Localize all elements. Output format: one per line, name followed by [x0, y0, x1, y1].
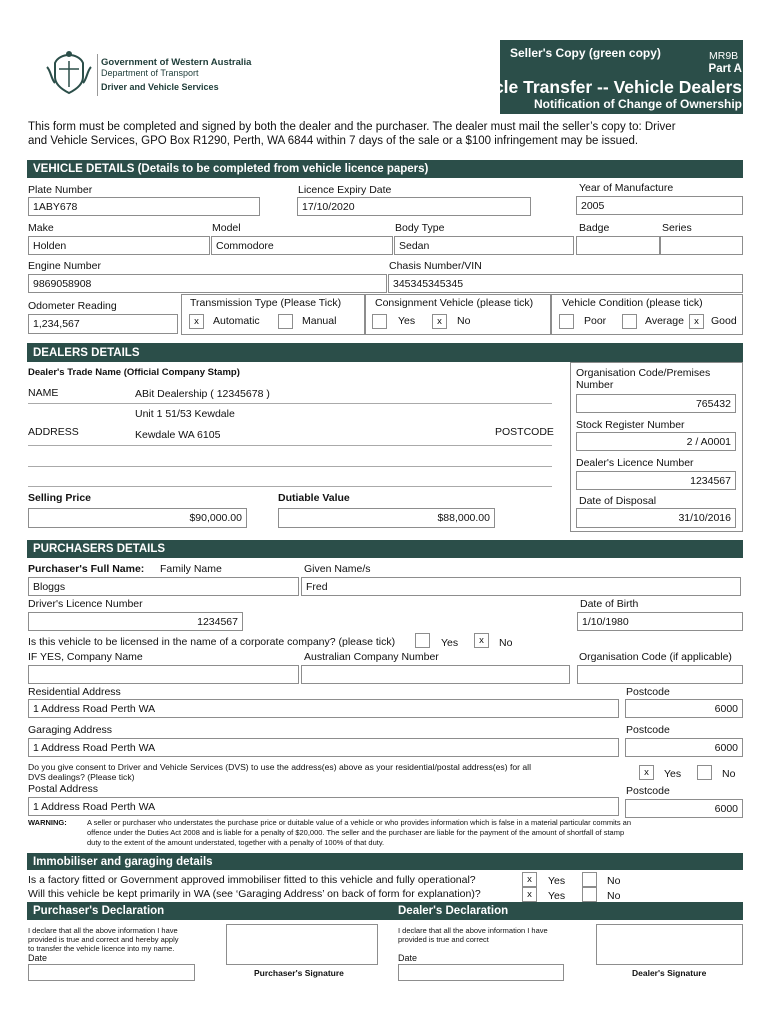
- immobiliser-yes-checkbox[interactable]: x: [522, 872, 537, 887]
- average-checkbox[interactable]: [622, 314, 637, 329]
- dealer-declaration-text-1: I declare that all the above information I have: [398, 926, 548, 935]
- dutiable-value-label: Dutiable Value: [278, 492, 350, 504]
- copy-label: Seller's Copy (green copy): [510, 46, 661, 60]
- warning-label: WARNING:: [28, 818, 67, 827]
- consignment-no-checkbox[interactable]: x: [432, 314, 447, 329]
- consent-question-2: DVS dealings? (Please tick): [28, 772, 135, 782]
- dutiable-value-field[interactable]: $88,000.00: [278, 508, 495, 528]
- corporate-yes-label: Yes: [441, 637, 459, 649]
- consignment-no-label: No: [457, 315, 471, 327]
- dealer-address2: Kewdale WA 6105: [135, 429, 221, 441]
- garaging-wa-yes-label: Yes: [548, 890, 566, 902]
- postal-field[interactable]: 1 Address Road Perth WA: [28, 797, 619, 816]
- good-label: Good: [711, 315, 737, 327]
- consent-yes-label: Yes: [664, 768, 682, 780]
- body-label: Body Type: [395, 222, 445, 234]
- garaging-wa-question: Will this vehicle be kept primarily in WA (see ‘Garaging Address’ on back of form for explanation)?: [28, 888, 481, 900]
- header-logo-divider: [97, 54, 98, 96]
- dealer-date-field[interactable]: [398, 964, 564, 981]
- trade-name-label: Dealer's Trade Name (Official Company Stamp): [28, 367, 240, 378]
- dealer-signature-box[interactable]: [596, 924, 743, 965]
- corporate-no-label: No: [499, 637, 513, 649]
- form-part: Part A: [708, 63, 742, 75]
- corporate-no-checkbox[interactable]: x: [474, 633, 489, 648]
- driver-licence-label: Driver's Licence Number: [28, 598, 143, 610]
- org-code-applicable-label: Organisation Code (if applicable): [579, 651, 732, 663]
- postal-postcode-field[interactable]: 6000: [625, 799, 743, 818]
- garaging-wa-no-label: No: [607, 890, 621, 902]
- transmission-label: Transmission Type (Please Tick): [190, 297, 342, 309]
- model-field[interactable]: Commodore: [211, 236, 393, 255]
- immobiliser-question: Is a factory fitted or Government approved immobiliser fitted to this vehicle and fully operational?: [28, 874, 476, 886]
- purchaser-declaration-text-2: provided is true and correct and hereby apply: [28, 935, 179, 944]
- postal-label: Postal Address: [28, 783, 99, 795]
- garaging-wa-yes-checkbox[interactable]: x: [522, 887, 537, 902]
- purchasers-details-heading: PURCHASERS DETAILS: [27, 540, 743, 558]
- consent-no-label: No: [722, 768, 736, 780]
- badge-field[interactable]: [576, 236, 660, 255]
- consent-yes-checkbox[interactable]: x: [639, 765, 654, 780]
- residential-postcode-label: Postcode: [626, 686, 670, 698]
- garaging-wa-no-checkbox[interactable]: [582, 887, 597, 902]
- series-label: Series: [662, 222, 692, 234]
- dealer-date-label: Date: [398, 953, 418, 963]
- odometer-field[interactable]: 1,234,567: [28, 314, 178, 334]
- expiry-label: Licence Expiry Date: [298, 184, 392, 196]
- given-name-label: Given Name/s: [304, 563, 371, 575]
- selling-price-label: Selling Price: [28, 492, 92, 504]
- warning-line1: A seller or purchaser who understates the purchase price or duitable value of a vehicle or who provides information which is false in a material particular commits an: [87, 818, 632, 827]
- dealer-licence-label: Dealer's Licence Number: [576, 457, 694, 469]
- acn-field[interactable]: [301, 665, 570, 684]
- dealer-signature-label: Dealer's Signature: [632, 968, 707, 978]
- form-subtitle: Notification of Change of Ownership: [534, 97, 742, 111]
- consignment-label: Consignment Vehicle (please tick): [375, 297, 534, 309]
- org-code-field[interactable]: 765432: [576, 394, 736, 413]
- badge-label: Badge: [579, 222, 610, 234]
- wa-crest-logo: [43, 49, 95, 95]
- dob-label: Date of Birth: [580, 598, 639, 610]
- immobiliser-no-checkbox[interactable]: [582, 872, 597, 887]
- consignment-yes-checkbox[interactable]: [372, 314, 387, 329]
- dealer-declaration-text-2: provided is true and correct: [398, 935, 489, 944]
- full-name-label: Purchaser's Full Name:: [28, 563, 145, 575]
- purchaser-declaration-heading: Purchaser's Declaration: [33, 905, 165, 917]
- vehicle-details-heading: VEHICLE DETAILS (Details to be completed from vehicle licence papers): [27, 160, 743, 178]
- dealer-declaration-heading: Dealer's Declaration: [398, 905, 509, 917]
- intro-line2: and Vehicle Services, GPO Box R1290, Perth, WA 6844 within 7 days of the sale or a $100 infringement may be issued.: [28, 135, 639, 147]
- org-code-applicable-field[interactable]: [577, 665, 743, 684]
- condition-label: Vehicle Condition (please tick): [562, 297, 703, 309]
- model-label: Model: [212, 222, 241, 234]
- make-label: Make: [28, 222, 54, 234]
- manual-label: Manual: [302, 315, 337, 327]
- purchaser-declaration-text-1: I declare that all the above information I have: [28, 926, 178, 935]
- purchaser-date-label: Date: [28, 953, 48, 963]
- driver-licence-field[interactable]: 1234567: [28, 612, 243, 631]
- garaging-field[interactable]: 1 Address Road Perth WA: [28, 738, 619, 757]
- family-name-field[interactable]: Bloggs: [28, 577, 299, 596]
- automatic-label: Automatic: [213, 315, 260, 327]
- stock-register-field[interactable]: 2 / A0001: [576, 432, 736, 451]
- dealer-name-line: [28, 403, 552, 404]
- warning-line2: offence under the Duties Act 2008 and is liable for a penalty of $20,000. The seller and the purchaser are liable for the payment of the amount of shortfall of stamp: [87, 828, 625, 837]
- disposal-label: Date of Disposal: [579, 495, 657, 507]
- good-checkbox[interactable]: x: [689, 314, 704, 329]
- dealer-address-line-3: [28, 486, 552, 487]
- government-name: Government of Western Australia: [101, 57, 252, 68]
- dealers-details-heading: DEALERS DETAILS: [27, 343, 743, 362]
- dob-field[interactable]: 1/10/1980: [577, 612, 743, 631]
- body-field[interactable]: Sedan: [394, 236, 574, 255]
- garaging-postcode-field[interactable]: 6000: [625, 738, 743, 757]
- poor-label: Poor: [584, 315, 607, 327]
- chassis-label: Chasis Number/VIN: [389, 260, 482, 272]
- selling-price-field[interactable]: $90,000.00: [28, 508, 247, 528]
- dealer-address-label: ADDRESS: [28, 426, 79, 438]
- garaging-label: Garaging Address: [28, 724, 113, 736]
- purchaser-signature-box[interactable]: [226, 924, 378, 965]
- average-label: Average: [645, 315, 684, 327]
- family-name-label: Family Name: [160, 563, 222, 575]
- given-name-field[interactable]: Fred: [301, 577, 741, 596]
- residential-label: Residential Address: [28, 686, 121, 698]
- corporate-yes-checkbox[interactable]: [415, 633, 430, 648]
- plate-label: Plate Number: [28, 184, 93, 196]
- dealer-address-line-2: [28, 466, 552, 467]
- purchaser-signature-label: Purchaser's Signature: [254, 968, 344, 978]
- disposal-field[interactable]: 31/10/2016: [576, 508, 736, 528]
- form-title: Vehicle Transfer -- Vehicle Dealers: [457, 77, 742, 97]
- service-name: Driver and Vehicle Services: [101, 82, 219, 92]
- plate-field[interactable]: 1ABY678: [28, 197, 260, 216]
- consent-no-checkbox[interactable]: [697, 765, 712, 780]
- department-name: Department of Transport: [101, 68, 199, 78]
- odometer-label: Odometer Reading: [28, 300, 117, 312]
- company-name-label: IF YES, Company Name: [28, 651, 143, 663]
- purchaser-date-field[interactable]: [28, 964, 195, 981]
- dealer-postcode-label: POSTCODE: [495, 426, 554, 438]
- year-label: Year of Manufacture: [579, 182, 674, 194]
- dealer-address1: Unit 1 51/53 Kewdale: [135, 408, 235, 420]
- purchaser-declaration-text-3: to transfer the vehicle licence into my name.: [28, 944, 175, 953]
- series-field[interactable]: [660, 236, 743, 255]
- immobiliser-heading: Immobiliser and garaging details: [27, 853, 743, 870]
- garaging-postcode-label: Postcode: [626, 724, 670, 736]
- intro-line1: This form must be completed and signed by both the dealer and the purchaser. The dealer must mail the seller’s copy to: Driver: [28, 121, 676, 133]
- expiry-field[interactable]: 17/10/2020: [297, 197, 531, 216]
- residential-postcode-field[interactable]: 6000: [625, 699, 743, 718]
- form-code: MR9B: [709, 50, 739, 62]
- company-name-field[interactable]: [28, 665, 299, 684]
- stock-register-label: Stock Register Number: [576, 419, 685, 431]
- manual-checkbox[interactable]: [278, 314, 293, 329]
- warning-line3: duty to the extent of the amount understated, together with a penalty of 100% of that duty.: [87, 838, 385, 847]
- dealer-licence-field[interactable]: 1234567: [576, 471, 736, 490]
- dealer-name-label: NAME: [28, 387, 59, 399]
- engine-label: Engine Number: [28, 260, 101, 272]
- residential-field[interactable]: 1 Address Road Perth WA: [28, 699, 619, 718]
- dealer-address-line: [28, 445, 552, 446]
- automatic-checkbox[interactable]: x: [189, 314, 204, 329]
- immobiliser-yes-label: Yes: [548, 875, 566, 887]
- dealer-name: ABit Dealership ( 12345678 ): [135, 388, 270, 400]
- year-field[interactable]: 2005: [576, 196, 743, 215]
- org-code-label-2: Number: [576, 379, 614, 391]
- acn-label: Australian Company Number: [304, 651, 439, 663]
- corporate-question: Is this vehicle to be licensed in the name of a corporate company? (please tick): [28, 636, 396, 648]
- poor-checkbox[interactable]: [559, 314, 574, 329]
- engine-field[interactable]: 9869058908: [28, 274, 387, 293]
- consent-question-1: Do you give consent to Driver and Vehicle Services (DVS) to use the address(es) above as your residential/postal address(es) for all: [28, 762, 531, 772]
- org-code-label-1: Organisation Code/Premises: [576, 367, 711, 379]
- postal-postcode-label: Postcode: [626, 785, 670, 797]
- consignment-yes-label: Yes: [398, 315, 416, 327]
- immobiliser-no-label: No: [607, 875, 621, 887]
- make-field[interactable]: Holden: [28, 236, 210, 255]
- chassis-field[interactable]: 345345345345: [388, 274, 743, 293]
